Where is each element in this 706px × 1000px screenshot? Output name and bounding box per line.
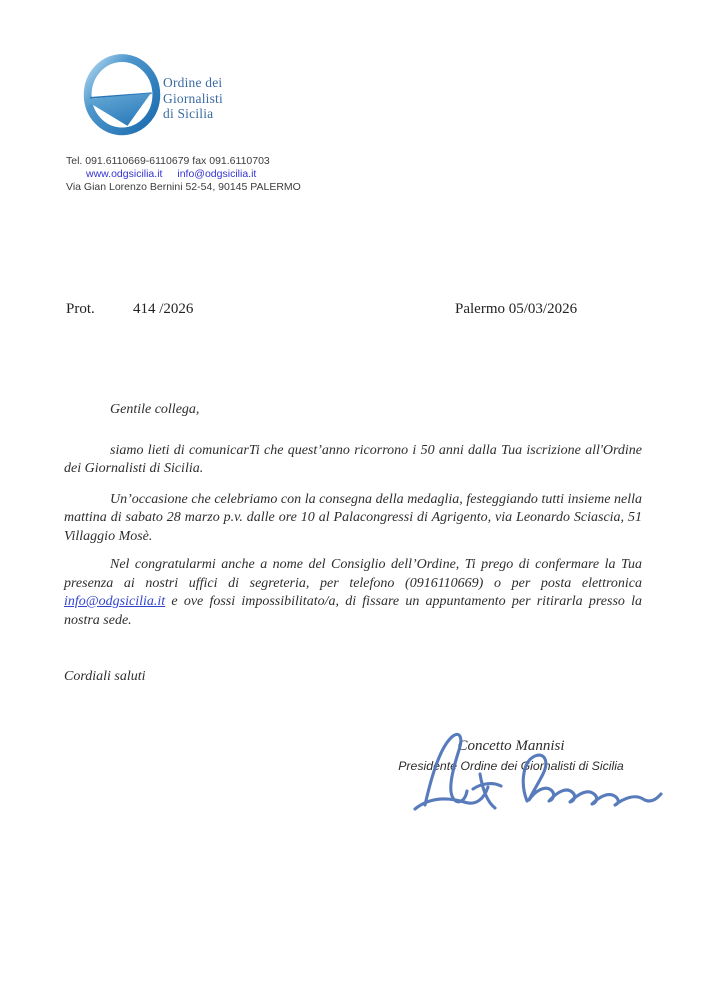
paragraph-2: Un’occasione che celebriamo con la consegna della medaglia, festeggiando tutti insieme nella mattina di sabato 28 marzo p.v. dalle ore 10 al Palacongressi di Agrigento, via Leonardo Sciascia, 51 Villaggio Mosè. (64, 491, 642, 544)
website-link[interactable]: www.odgsicilia.it (86, 168, 163, 180)
contact-phone-line: Tel. 091.6110669-6110679 fax 091.6110703 (66, 155, 270, 167)
salutation: Gentile collega, (110, 402, 200, 417)
logo-wordmark-line1: Ordine dei (163, 75, 223, 90)
signer-name: Concetto Mannisi (457, 738, 565, 754)
handwritten-signature (403, 731, 675, 823)
paragraph-1: siamo lieti di comunicarTi che quest’anno ricorrono i 50 anni dalla Tua iscrizione all'Ordine dei Giornalisti di Sicilia. (64, 442, 642, 476)
place-date: Palermo 05/03/2026 (455, 301, 578, 317)
signature-right-scribble (523, 755, 661, 805)
letter-body (64, 401, 642, 687)
paragraph-3-text-before: Nel congratularmi anche a nome del Consiglio dell’Ordine, Ti prego di confermare la Tua presenza ai nostri uffici di segreteria, per telefono (0916110669) o per posta elettronica (64, 557, 642, 591)
signer-title: Presidente Ordine dei Giornalisti di Sicilia (398, 759, 624, 773)
closing-salutation: Cordiali saluti (64, 669, 146, 684)
prot-label: Prot. (66, 301, 95, 317)
header-email-link[interactable]: info@odgsicilia.it (177, 168, 257, 180)
paragraph-3 (64, 556, 642, 630)
body-email-link[interactable]: info@odgsicilia.it (64, 594, 166, 609)
contact-address-line: Via Gian Lorenzo Bernini 52-54, 90145 PALERMO (66, 181, 301, 193)
logo-wordmark-line3: di Sicilia (163, 106, 214, 121)
logo-wordmark (163, 75, 223, 122)
contact-block (66, 155, 301, 194)
prot-number: 414 /2026 (133, 301, 194, 317)
contact-links-row (66, 168, 301, 181)
paragraph-3-text-after: e ove fossi impossibilitato/a, di fissare un appuntamento per ritirarla presso la nostra sede. (64, 594, 642, 628)
signature-left-flourish (415, 734, 501, 809)
logo-wordmark-line2: Giornalisti (163, 90, 223, 106)
odg-logo-emblem (83, 54, 161, 137)
